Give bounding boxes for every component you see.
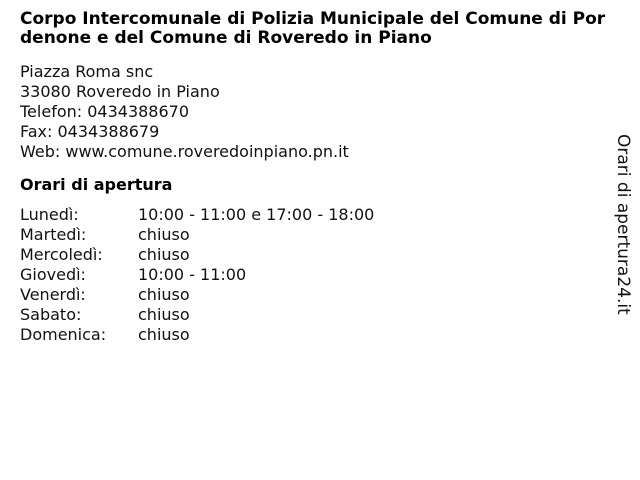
hours-heading: Orari di apertura	[20, 175, 173, 194]
day-hours: 10:00 - 11:00	[138, 265, 247, 284]
day-hours: chiuso	[138, 245, 190, 264]
city-line: 33080 Roveredo in Piano	[20, 82, 220, 101]
business-card	[20, 10, 610, 345]
hours-row-giovedi	[20, 265, 610, 285]
day-hours: chiuso	[138, 305, 190, 324]
day-hours: 10:00 - 11:00 e 17:00 - 18:00	[138, 205, 375, 224]
day-label: Mercoledì:	[20, 245, 103, 264]
day-label: Lunedì:	[20, 205, 79, 224]
street-address: Piazza Roma snc	[20, 62, 154, 81]
hours-row-lunedi	[20, 205, 610, 225]
day-label: Giovedì:	[20, 265, 86, 284]
hours-row-domenica	[20, 325, 610, 345]
hours-row-sabato	[20, 305, 610, 325]
day-label: Martedì:	[20, 225, 87, 244]
page-title: Corpo Intercomunale di Polizia Municipale del Comune di Pordenone e del Comune di Roveredo in Piano	[20, 9, 606, 48]
opening-hours-table	[20, 205, 610, 345]
hours-row-mercoledi	[20, 245, 610, 265]
hours-row-venerdi	[20, 285, 610, 305]
hours-row-martedi	[20, 225, 610, 245]
address-block	[20, 62, 610, 162]
site-watermark: Orari di apertura24.it	[613, 134, 633, 315]
day-label: Venerdì:	[20, 285, 86, 304]
day-hours: chiuso	[138, 325, 190, 344]
day-label: Domenica:	[20, 325, 107, 344]
day-label: Sabato:	[20, 305, 82, 324]
fax-number: Fax: 0434388679	[20, 122, 160, 141]
phone-number: Telefon: 0434388670	[20, 102, 190, 121]
day-hours: chiuso	[138, 225, 190, 244]
website-line: Web: www.comune.roveredoinpiano.pn.it	[20, 142, 349, 161]
day-hours: chiuso	[138, 285, 190, 304]
